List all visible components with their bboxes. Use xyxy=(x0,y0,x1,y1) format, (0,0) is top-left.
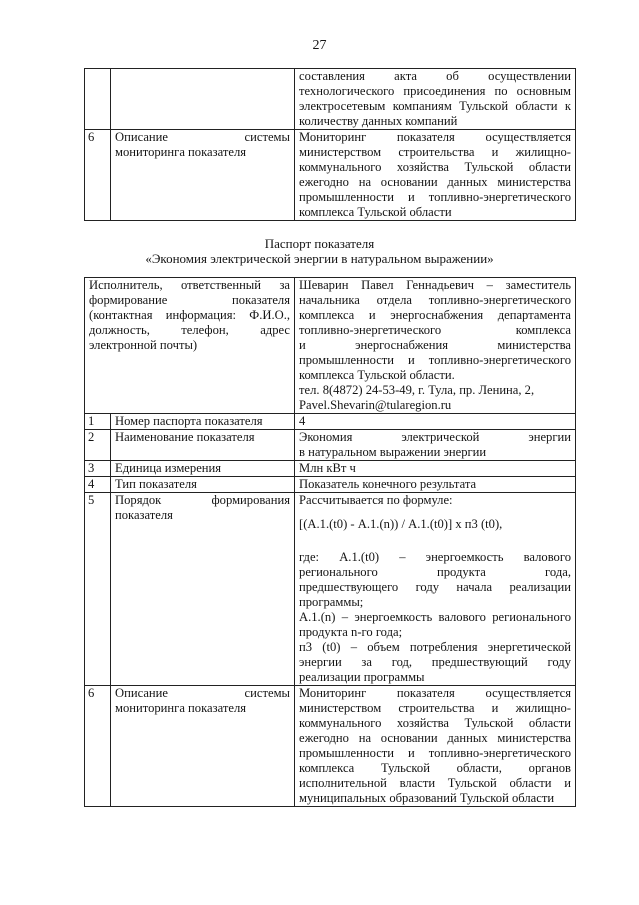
continuation-table xyxy=(84,68,576,221)
text-line: показателя xyxy=(115,508,173,522)
executor-value-cell xyxy=(295,278,576,414)
text-line: топливно-энергетического комплекса xyxy=(299,323,571,337)
text-line: формирование показателя xyxy=(89,293,291,307)
text-line: количеству данных компаний xyxy=(299,114,458,128)
row-number: 4 xyxy=(85,477,111,493)
executor-phone: тел. 8(4872) 24-53-49, г. Тула, пр. Ленина, 2, xyxy=(299,383,535,397)
row-value-cell xyxy=(295,69,576,130)
text-line: технологического присоединения по основным xyxy=(299,84,571,98)
text-line: энергии за год, предшествующий году xyxy=(299,655,571,669)
text-line: где: А.1.(t0) – энергоемкость валового xyxy=(299,550,571,564)
executor-email-link[interactable]: Pavel.Shevarin@tularegion.ru xyxy=(299,398,452,412)
row-value-cell xyxy=(295,686,576,807)
formula-intro: Рассчитывается по формуле: xyxy=(299,493,453,507)
text-line: программы; xyxy=(299,595,364,609)
text-line: п3 (t0) – объем потребления энергетической xyxy=(299,640,571,654)
row-value: Млн кВт ч xyxy=(295,461,576,477)
table-row xyxy=(85,414,576,430)
row-number: 6 xyxy=(85,686,111,807)
row-label: Номер паспорта показателя xyxy=(111,414,295,430)
formula: [(А.1.(t0) - А.1.(n)) / А.1.(t0)] х п3 (t0), xyxy=(299,517,503,531)
row-value-cell xyxy=(295,430,576,461)
text-line: Порядок формирования xyxy=(115,493,291,507)
spacer xyxy=(299,541,571,550)
row-label: Тип показателя xyxy=(111,477,295,493)
table-row xyxy=(85,430,576,461)
executor-label-cell xyxy=(85,278,295,414)
text-line: комплекса Тульской области. xyxy=(299,368,455,382)
text-line: министерством строительства и жилищно- xyxy=(299,145,571,159)
text-line: мониторинга показателя xyxy=(115,701,247,715)
table-row xyxy=(85,278,576,414)
text-line: электронной почты) xyxy=(89,338,198,352)
row-value-cell xyxy=(295,130,576,221)
row-label-cell xyxy=(111,130,295,221)
text-line: и энергоснабжения министерства xyxy=(299,338,571,352)
passport-title xyxy=(0,236,639,266)
text-line: промышленности и топливно-энергетического xyxy=(299,746,571,760)
row-number: 3 xyxy=(85,461,111,477)
text-line: комплекса и энергоснабжения департамента xyxy=(299,308,571,322)
row-value-cell xyxy=(295,493,576,686)
text-line: Мониторинг показателя осуществляется xyxy=(299,686,571,700)
passport-table xyxy=(84,277,576,807)
text-line: Описание системы xyxy=(115,686,291,700)
row-value: 4 xyxy=(295,414,576,430)
text-line: промышленности и топливно-энергетического xyxy=(299,353,571,367)
table-row xyxy=(85,477,576,493)
text-line: комплекса Тульской области, органов xyxy=(299,761,571,775)
row-number-cell xyxy=(85,69,111,130)
text-line: регионального продукта года, xyxy=(299,565,571,579)
text-line: А.1.(n) – энергоемкость валового регионального xyxy=(299,610,571,624)
text-line: реализации программы xyxy=(299,670,425,684)
text-line: должность, телефон, адрес xyxy=(89,323,291,337)
text-line: предшествующего году начала реализации xyxy=(299,580,571,594)
text-line: Описание системы xyxy=(115,130,290,144)
passport-title-line: Паспорт показателя xyxy=(264,236,375,251)
row-label: Наименование показателя xyxy=(111,430,295,461)
text-line: электросетевым компаниям Тульской области к xyxy=(299,99,571,113)
row-number: 2 xyxy=(85,430,111,461)
text-line: комплекса Тульской области xyxy=(299,205,452,219)
text-line: коммунального хозяйства Тульской области xyxy=(299,160,571,174)
text-line: коммунального хозяйства Тульской области xyxy=(299,716,571,730)
text-line: Экономия электрической энергии xyxy=(299,430,571,444)
table-row xyxy=(85,686,576,807)
text-line: начальника отдела топливно-энергетического xyxy=(299,293,571,307)
row-label-cell xyxy=(111,493,295,686)
row-label: Единица измерения xyxy=(111,461,295,477)
row-number: 6 xyxy=(85,130,111,221)
text-line: министерством строительства и жилищно- xyxy=(299,701,571,715)
row-number: 1 xyxy=(85,414,111,430)
text-line: мониторинга показателя xyxy=(115,145,247,159)
text-line: составления акта об осуществлении xyxy=(299,69,571,83)
table-row xyxy=(85,130,576,221)
table-row xyxy=(85,461,576,477)
passport-title-line: «Экономия электрической энергии в натуральном выражении» xyxy=(145,251,494,266)
row-label-cell xyxy=(111,686,295,807)
row-value: Показатель конечного результата xyxy=(295,477,576,493)
text-line: продукта n-го года; xyxy=(299,625,403,639)
text-line: Шеварин Павел Геннадьевич – заместитель xyxy=(299,278,571,292)
text-line: промышленности и топливно-энергетического xyxy=(299,190,571,204)
text-line: ежегодно на основании данных министерства xyxy=(299,731,571,745)
text-line: Исполнитель, ответственный за xyxy=(89,278,291,292)
text-line: исполнительной власти Тульской области и xyxy=(299,776,571,790)
page-number: 27 xyxy=(312,38,327,53)
text-line: Мониторинг показателя осуществляется xyxy=(299,130,571,144)
text-line: (контактная информация: Ф.И.О., xyxy=(89,308,291,322)
table-row xyxy=(85,69,576,130)
row-number: 5 xyxy=(85,493,111,686)
row-label-cell xyxy=(111,69,295,130)
text-line: ежегодно на основании данных министерства xyxy=(299,175,571,189)
table-row xyxy=(85,493,576,686)
text-line: в натуральном выражении энергии xyxy=(299,445,487,459)
text-line: муниципальных образований Тульской области xyxy=(299,791,555,805)
